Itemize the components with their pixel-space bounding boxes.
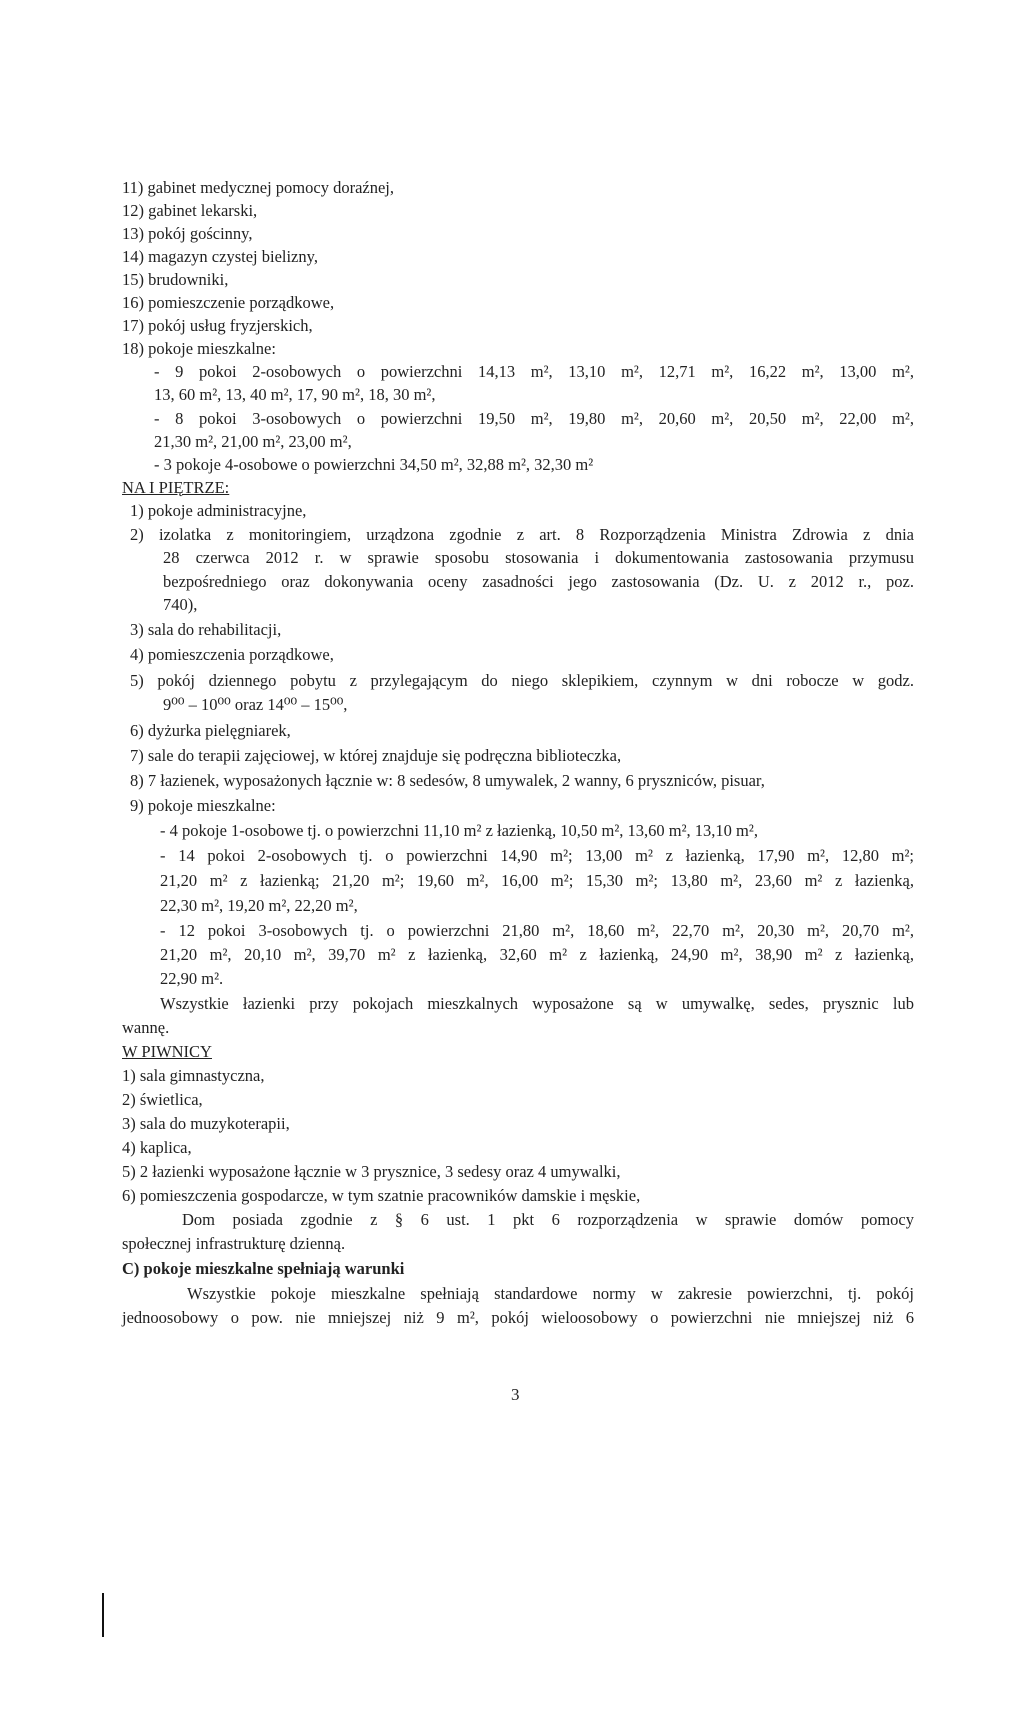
text-line: 17) pokój usług fryzjerskich, [122, 316, 313, 335]
text-line: jednoosobowy o pow. nie mniejszej niż 9 m², pokój wieloosobowy o powierzchni nie mniejszej niż 6 [122, 1308, 914, 1327]
text-line: 22,90 m². [160, 969, 224, 988]
text-line: 3) sala do rehabilitacji, [130, 620, 282, 639]
text-line: 21,20 m², 20,10 m², 39,70 m² z łazienką, 32,60 m² z łazienką, 24,90 m², 38,90 m² z łazienką, [160, 945, 914, 964]
text-line: - 9 pokoi 2-osobowych o powierzchni 14,13 m², 13,10 m², 12,71 m², 16,22 m², 13,00 m², [154, 362, 914, 381]
text-line: 21,20 m² z łazienką; 21,20 m²; 19,60 m², 16,00 m²; 15,30 m²; 13,80 m², 23,60 m² z łazienką, [160, 871, 914, 890]
text-line: 1) pokoje administracyjne, [130, 501, 307, 520]
text-line: 16) pomieszczenie porządkowe, [122, 293, 335, 312]
text-line: 6) pomieszczenia gospodarcze, w tym szatnie pracowników damskie i męskie, [122, 1186, 641, 1205]
text-line: 14) magazyn czystej bielizny, [122, 247, 318, 266]
text-line: 18) pokoje mieszkalne: [122, 339, 276, 358]
text-line: 22,30 m², 19,20 m², 22,20 m², [160, 896, 358, 915]
text-line: Wszystkie pokoje mieszkalne spełniają standardowe normy w zakresie powierzchni, tj. pokój [187, 1284, 914, 1303]
section-heading: NA I PIĘTRZE: [122, 478, 230, 497]
page-number: 3 [511, 1385, 520, 1404]
text-line: - 14 pokoi 2-osobowych tj. o powierzchni 14,90 m²; 13,00 m² z łazienką, 17,90 m², 12,80 m²; [160, 846, 914, 865]
text-line: wannę. [122, 1018, 170, 1037]
text-line: 21,30 m², 21,00 m², 23,00 m², [154, 432, 352, 451]
text-line: 13) pokój gościnny, [122, 224, 253, 243]
text-line: 4) pomieszczenia porządkowe, [130, 645, 334, 664]
text-line: Wszystkie łazienki przy pokojach mieszkalnych wyposażone są w umywalkę, sedes, prysznic lub [160, 994, 914, 1013]
text-line: 13, 60 m², 13, 40 m², 17, 90 m², 18, 30 m², [154, 385, 436, 404]
text-line: - 8 pokoi 3-osobowych o powierzchni 19,50 m², 19,80 m², 20,60 m², 20,50 m², 22,00 m², [154, 409, 914, 428]
text-line: 15) brudowniki, [122, 270, 229, 289]
text-line: 5) pokój dziennego pobytu z przylegającym do niego sklepikiem, czynnym w dni robocze w godz. [130, 671, 914, 690]
section-heading: C) pokoje mieszkalne spełniają warunki [122, 1259, 405, 1278]
section-heading: W PIWNICY [122, 1042, 212, 1061]
text-line: Dom posiada zgodnie z § 6 ust. 1 pkt 6 rozporządzenia w sprawie domów pomocy [182, 1210, 914, 1229]
text-line: 12) gabinet lekarski, [122, 201, 258, 220]
text-line: 2) świetlica, [122, 1090, 203, 1109]
text-line: 6) dyżurka pielęgniarek, [130, 721, 291, 740]
text-line: 3) sala do muzykoterapii, [122, 1114, 290, 1133]
text-line: - 12 pokoi 3-osobowych tj. o powierzchni 21,80 m², 18,60 m², 22,70 m², 20,30 m², 20,70 m², [160, 921, 914, 940]
text-line: 9) pokoje mieszkalne: [130, 796, 276, 815]
text-line: 9⁰⁰ – 10⁰⁰ oraz 14⁰⁰ – 15⁰⁰, [163, 695, 348, 714]
text-line: społecznej infrastrukturę dzienną. [122, 1234, 346, 1253]
text-line: - 4 pokoje 1-osobowe tj. o powierzchni 11,10 m² z łazienką, 10,50 m², 13,60 m², 13,10 m², [160, 821, 758, 840]
text-line: 740), [163, 595, 198, 614]
text-line: 5) 2 łazienki wyposażone łącznie w 3 prysznice, 3 sedesy oraz 4 umywalki, [122, 1162, 621, 1181]
text-line: 4) kaplica, [122, 1138, 192, 1157]
text-line: 2) izolatka z monitoringiem, urządzona zgodnie z art. 8 Rozporządzenia Ministra Zdrowia z dnia [130, 525, 914, 544]
margin-mark [102, 1593, 104, 1637]
text-line: 8) 7 łazienek, wyposażonych łącznie w: 8 sedesów, 8 umywalek, 2 wanny, 6 pryszniców, pisuar, [130, 771, 765, 790]
text-line: 1) sala gimnastyczna, [122, 1066, 265, 1085]
text-line: 28 czerwca 2012 r. w sprawie sposobu stosowania i dokumentowania zastosowania przymusu [163, 548, 914, 567]
text-line: - 3 pokoje 4-osobowe o powierzchni 34,50 m², 32,88 m², 32,30 m² [154, 455, 594, 474]
text-line: 7) sale do terapii zajęciowej, w której znajduje się podręczna biblioteczka, [130, 746, 622, 765]
text-line: 11) gabinet medycznej pomocy doraźnej, [122, 178, 394, 197]
text-line: bezpośredniego oraz dokonywania oceny zasadności jego zastosowania (Dz. U. z 2012 r., poz. [163, 572, 914, 591]
